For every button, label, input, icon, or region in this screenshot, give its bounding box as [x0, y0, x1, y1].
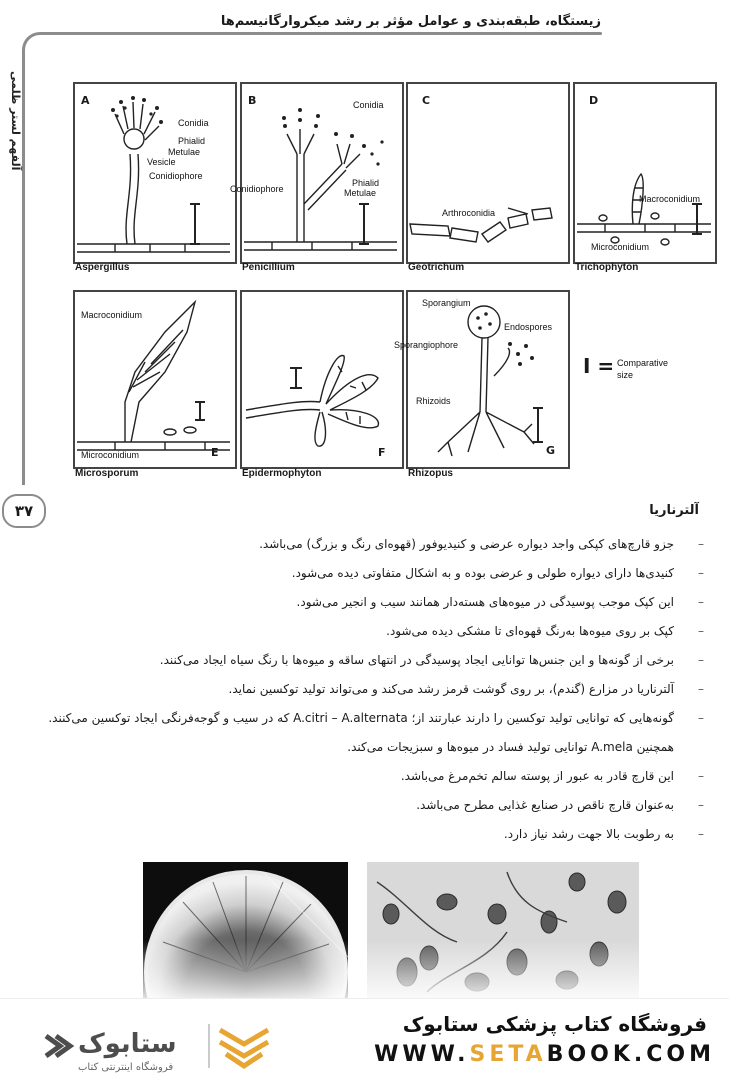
bullet-marker: – — [698, 537, 704, 551]
label-rhizoids: Rhizoids — [416, 396, 451, 406]
bullet-marker: – — [698, 711, 704, 725]
figure-panel-trichophyton — [573, 82, 717, 264]
store-name: فروشگاه کتاب پزشکی ستابوک — [402, 1012, 707, 1036]
panel-letter: C — [422, 94, 431, 107]
bullet-text: به رطوبت بالا جهت رشد نیاز دارد. — [503, 827, 674, 841]
panel-letter: F — [378, 446, 386, 459]
list-item — [34, 646, 704, 675]
label-phialid: Phialid — [178, 136, 206, 146]
label-phialid: Phialid — [352, 178, 380, 188]
scale-legend — [583, 350, 693, 400]
label-sporangium: Sporangium — [422, 298, 471, 308]
label-microconidium: Microconidium — [591, 242, 650, 252]
bullet-marker: – — [698, 798, 704, 812]
scale-symbol: I = — [583, 354, 615, 378]
list-item — [34, 675, 704, 704]
bullet-text: کنیدی‌ها دارای دیواره طولی و عرضی بوده و به اشکال متفاوتی دیده می‌شود. — [291, 566, 674, 580]
figure-panel-rhizopus — [394, 290, 570, 469]
setabook-logo[interactable] — [40, 1018, 280, 1074]
epidermophyton-illustration — [242, 292, 402, 467]
panel-letter: G — [546, 444, 556, 457]
panel-letter: A — [81, 94, 90, 107]
logo-subtext: فروشگاه اینترنتی کتاب — [78, 1062, 174, 1073]
side-rail — [22, 70, 25, 485]
rhizopus-illustration — [408, 292, 568, 467]
bullet-marker: – — [698, 769, 704, 783]
side-running-text: آلفهم لستر ظلمی — [9, 70, 22, 170]
panel-letter: D — [589, 94, 599, 107]
list-item — [34, 617, 704, 646]
logo-graphic — [40, 1018, 280, 1074]
bullet-marker: – — [698, 566, 704, 580]
penicillium-illustration — [242, 84, 402, 262]
caption-epidermophyton: Epidermophyton — [242, 468, 322, 479]
bullet-marker: – — [698, 827, 704, 841]
list-item — [34, 559, 704, 588]
panel-letter: E — [211, 446, 219, 459]
page-number: ۳۷ — [2, 494, 46, 528]
bullet-marker: – — [698, 624, 704, 638]
bullet-list — [34, 530, 704, 849]
figure-panel-geotrichum — [406, 82, 570, 264]
url-accent: SETA — [469, 1042, 547, 1067]
caption-geotrichum: Geotrichum — [408, 262, 465, 273]
bullet-text: این قارچ قادر به عبور از پوسته سالم تخم‌مرغ می‌باشد. — [400, 769, 674, 783]
label-arthroconidia: Arthroconidia — [442, 208, 496, 218]
geotrichum-illustration — [408, 84, 568, 262]
bullet-text: این کپک موجب پوسیدگی در میوه‌های هسته‌دار همانند سیب و انجیر می‌شود. — [296, 595, 674, 609]
label-conidia: Conidia — [178, 118, 209, 128]
label-macroconidium: Macroconidium — [81, 310, 143, 320]
label-microconidium: Microconidium — [81, 450, 140, 460]
list-item — [34, 791, 704, 820]
figure-panel-penicillium — [230, 82, 404, 264]
label-sporangiophore: Sporangiophore — [394, 340, 459, 350]
bullet-marker: – — [698, 595, 704, 609]
label-conidiophore: Conidiophore — [149, 171, 203, 181]
section-title: آلترناریا — [649, 503, 699, 518]
label-macroconidium: Macroconidium — [639, 194, 701, 204]
caption-trichophyton: Trichophyton — [575, 262, 639, 273]
label-metulae: Metulae — [344, 188, 377, 198]
bullet-text: جزو قارچ‌های کپکی واجد دیواره عرضی و کنیدیوفور (قهوه‌ای رنگ و بزرگ) می‌باشد. — [259, 537, 674, 551]
bullet-text: برخی از گونه‌ها و این جنس‌ها توانایی ایجاد پوسیدگی در انتهای ساقه و میوه‌ها با رنگ سیاه ایجاد می‌کنند. — [159, 653, 674, 667]
label-conidiophore: Conidiophore — [230, 184, 284, 194]
page-header-title: زیستگاه، طبقه‌بندی و عوامل مؤثر بر رشد میکروارگانیسم‌ها — [220, 14, 601, 29]
caption-aspergillus: Aspergillus — [75, 262, 130, 273]
bullet-text: کپک بر روی میوه‌ها به‌رنگ قهوه‌ای تا مشکی دیده می‌شود. — [386, 624, 674, 638]
panel-letter: B — [248, 94, 257, 107]
figure-panel-microsporum — [73, 290, 237, 469]
bullet-text: به‌عنوان قارچ ناقص در صنایع غذایی مطرح می‌باشد. — [416, 798, 674, 812]
header-rule — [40, 32, 602, 35]
list-item — [34, 762, 704, 791]
list-item — [34, 588, 704, 617]
bullet-marker: – — [698, 682, 704, 696]
figure-panel-aspergillus — [73, 82, 237, 264]
header-rule-curve — [22, 32, 47, 75]
label-conidia: Conidia — [353, 100, 384, 110]
list-item — [34, 820, 704, 849]
trichophyton-illustration — [575, 84, 715, 262]
caption-microsporum: Microsporum — [75, 468, 139, 479]
logo-text: ستابوک — [78, 1029, 177, 1059]
store-url[interactable] — [374, 1042, 715, 1067]
label-metulae: Metulae — [168, 147, 201, 157]
caption-rhizopus: Rhizopus — [408, 468, 453, 479]
caption-penicillium: Penicillium — [242, 262, 295, 273]
list-item — [34, 704, 704, 762]
scale-label-line1: Comparative — [617, 358, 669, 368]
scale-label-line2: size — [617, 370, 634, 380]
label-endospores: Endospores — [504, 322, 553, 332]
bullet-marker: – — [698, 653, 704, 667]
url-suffix: BOOK.COM — [546, 1042, 715, 1067]
figure-panel-epidermophyton — [240, 290, 404, 469]
bullet-text: گونه‌هایی که توانایی تولید توکسین را دارند عبارتند از؛ A.citri – A.alternata که در سیب و گوجه‌فرنگی ایجاد توکسین می‌کنند. همچنین A.mela توانایی تولید فساد در میوه‌ها و سبزیجات می‌کند. — [48, 711, 674, 754]
url-prefix: WWW. — [374, 1042, 470, 1067]
list-item — [34, 530, 704, 559]
footer-fade — [0, 940, 729, 1000]
bullet-text: آلترناریا در مزارع (گندم)، بر روی گوشت قرمز رشد می‌کند و می‌تواند تولید توکسین نماید. — [228, 682, 674, 696]
label-vesicle: Vesicle — [147, 157, 176, 167]
